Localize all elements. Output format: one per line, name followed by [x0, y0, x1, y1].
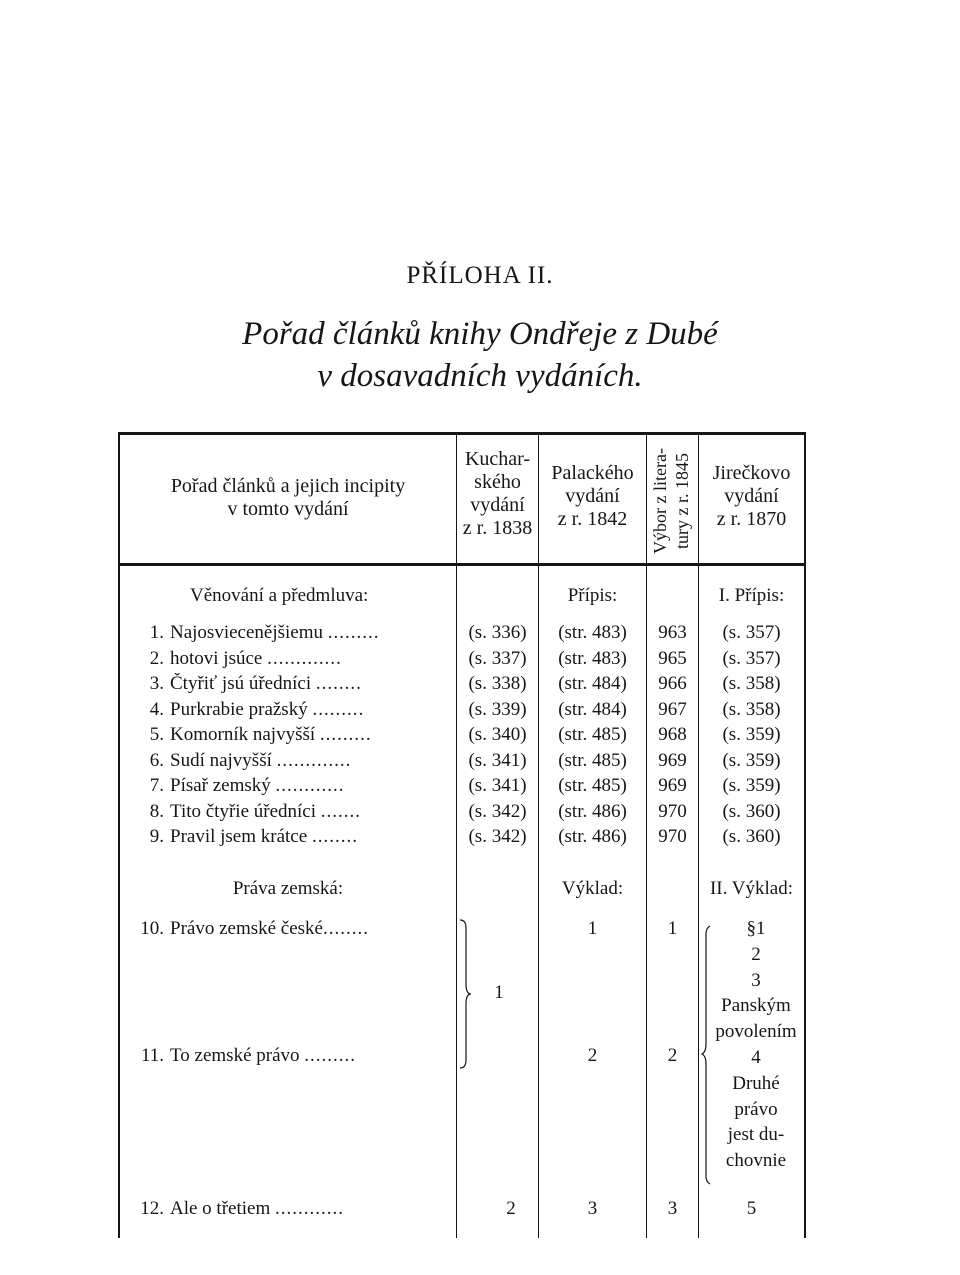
section2-col3-label: Výklad: [561, 878, 624, 899]
row-8-c2: (s. 342) [468, 801, 527, 822]
row-11-col3: 2 [587, 1045, 598, 1066]
row-9-c5: (s. 360) [722, 826, 781, 847]
rows-10-11-brace [458, 918, 472, 1070]
col5-item: 3 [751, 970, 761, 991]
row-5-label: 5. Komorník najvyšší ......... [149, 724, 372, 745]
col5-item: povolením [715, 1021, 797, 1042]
header-col2: Kuchar- ského vydání z r. 1838 [462, 448, 533, 539]
row-7-c5: (s. 359) [722, 775, 781, 796]
header-col1: Pořad článků a jejich incipity v tomto vydání [170, 475, 406, 520]
row-6-label: 6. Sudí najvyšší ............. [149, 750, 352, 771]
col5-item: právo [734, 1099, 778, 1120]
row-2-c5: (s. 357) [722, 648, 781, 669]
row-3-c4: 966 [658, 673, 687, 694]
col5-item: 4 [751, 1047, 761, 1068]
row-9-c4: 970 [658, 826, 687, 847]
row-2-label: 2. hotovi jsúce ............. [149, 648, 342, 669]
row-11-label: 11. To zemské právo ......... [140, 1045, 357, 1066]
row-12-label: 12. Ale o třetiem ............ [140, 1198, 344, 1219]
row-7-c4: 969 [658, 775, 687, 796]
header-col3: Palackého vydání z r. 1842 [551, 462, 634, 530]
col5-item: §1 [746, 918, 766, 939]
title-line-2: v dosavadních vydáních. [317, 358, 643, 394]
table-right-border [804, 432, 806, 1238]
col5-item: 2 [751, 944, 761, 965]
row-12-col4: 3 [667, 1198, 678, 1219]
row-10-col4: 1 [667, 918, 678, 939]
row-9-c2: (s. 342) [468, 826, 527, 847]
row-3-label: 3. Čtyřiť jsú úředníci ........ [149, 673, 362, 694]
col5-item: Panským [721, 995, 791, 1016]
appendix-heading: PŘÍLOHA II. [406, 262, 554, 289]
row-7-c3: (str. 485) [558, 775, 627, 796]
row-1-c5: (s. 357) [722, 622, 781, 643]
row-8-label: 8. Tito čtyřie úředníci ....... [149, 801, 361, 822]
row-5-c4: 968 [658, 724, 687, 745]
row-4-c5: (s. 358) [722, 699, 781, 720]
row-12-col5: 5 [746, 1198, 757, 1219]
row-6-c5: (s. 359) [722, 750, 781, 771]
row-2-c2: (s. 337) [468, 648, 527, 669]
col5-item: Druhé [732, 1073, 780, 1094]
row-2-c3: (str. 483) [558, 648, 627, 669]
table-header-rule [118, 563, 806, 566]
row-7-label: 7. Písař zemský ............ [149, 775, 345, 796]
row-4-label: 4. Purkrabie pražský ......... [149, 699, 365, 720]
row-3-c5: (s. 358) [722, 673, 781, 694]
row-9-label: 9. Pravil jsem krátce ........ [149, 826, 358, 847]
row-11-col4: 2 [667, 1045, 678, 1066]
section2-col5-label: II. Výklad: [709, 878, 794, 899]
row-5-c3: (str. 485) [558, 724, 627, 745]
row-1-c3: (str. 483) [558, 622, 627, 643]
row-1-c4: 963 [658, 622, 687, 643]
row-1-label: 1. Najosviecenějšiemu ......... [149, 622, 380, 643]
table-left-border [118, 432, 120, 1238]
row-1-c2: (s. 336) [468, 622, 527, 643]
row-4-c2: (s. 339) [468, 699, 527, 720]
row-2-c4: 965 [658, 648, 687, 669]
row-10-col3: 1 [587, 918, 598, 939]
title-line-1: Pořad článků knihy Ondřeje z Dubé [242, 316, 718, 352]
row-10-label: 10. Právo zemské české........ [140, 918, 369, 939]
section1-col5-label: I. Přípis: [718, 585, 785, 606]
row-12-col2: 2 [506, 1198, 516, 1219]
section-label-prava: Práva zemská: [232, 878, 344, 899]
row-3-c2: (s. 338) [468, 673, 527, 694]
row-9-c3: (str. 486) [558, 826, 627, 847]
section-label-venovani: Věnování a předmluva: [190, 585, 369, 606]
col5-item: jest du- [727, 1124, 785, 1145]
table-top-rule [118, 432, 806, 435]
row-6-c4: 969 [658, 750, 687, 771]
row-12-col3: 3 [587, 1198, 598, 1219]
row-5-c5: (s. 359) [722, 724, 781, 745]
row-3-c3: (str. 484) [558, 673, 627, 694]
row-6-c3: (str. 485) [558, 750, 627, 771]
row-4-c3: (str. 484) [558, 699, 627, 720]
rows-10-11-col2: 1 [494, 982, 504, 1003]
row-7-c2: (s. 341) [468, 775, 527, 796]
section1-col3-label: Přípis: [567, 585, 618, 606]
row-8-c3: (str. 486) [558, 801, 627, 822]
header-col4: Výbor z litera- tury z r. 1845 [650, 448, 692, 554]
row-6-c2: (s. 341) [468, 750, 527, 771]
col5-item: chovnie [725, 1150, 787, 1171]
row-4-c4: 967 [658, 699, 687, 720]
row-8-c5: (s. 360) [722, 801, 781, 822]
row-5-c2: (s. 340) [468, 724, 527, 745]
row-8-c4: 970 [658, 801, 687, 822]
header-col5: Jirečkovo vydání z r. 1870 [712, 462, 791, 530]
